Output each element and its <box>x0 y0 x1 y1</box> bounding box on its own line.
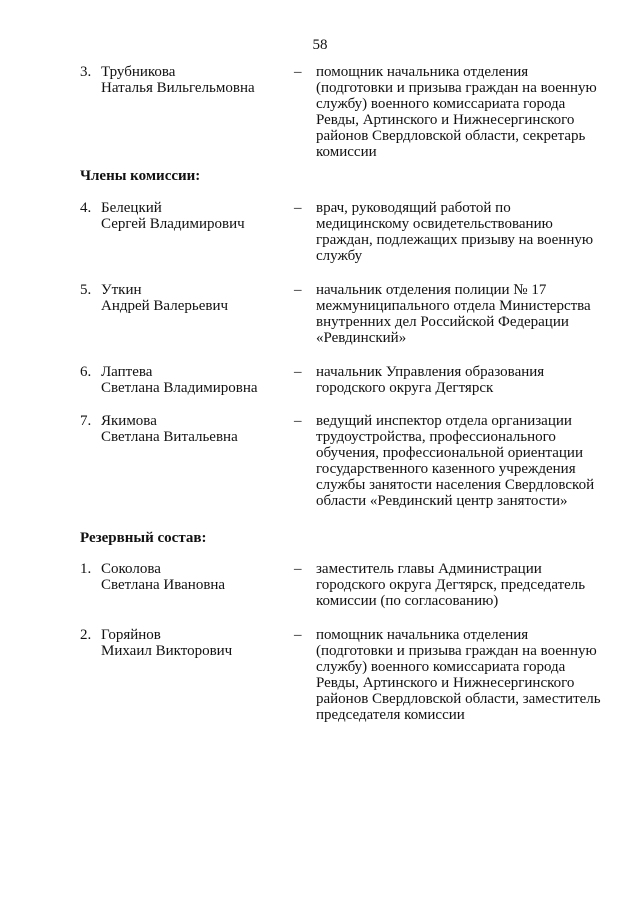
role-line: «Ревдинский» <box>316 330 407 346</box>
role-line: начальник отделения полиции № 17 <box>316 282 547 298</box>
role-line: комиссии (по согласованию) <box>316 593 499 609</box>
surname: Соколова <box>101 561 161 577</box>
member-name <box>101 413 291 445</box>
section-heading-reserve: Резервный состав: <box>80 530 207 546</box>
role-line: врач, руководящий работой по <box>316 200 511 216</box>
role-line: начальник Управления образования <box>316 364 545 380</box>
dash: – <box>294 561 302 577</box>
page-number: 58 <box>312 37 328 53</box>
member-role <box>316 364 610 396</box>
dash: – <box>294 200 302 216</box>
role-line: службу) военного комиссариата города <box>316 96 566 112</box>
role-line: помощник начальника отделения <box>316 627 529 643</box>
surname: Горяйнов <box>101 627 161 643</box>
role-line: государственного казенного учреждения <box>316 461 576 477</box>
dash: – <box>294 282 302 298</box>
role-line: помощник начальника отделения <box>316 64 529 80</box>
given-names: Светлана Витальевна <box>101 429 238 445</box>
surname: Белецкий <box>101 200 162 216</box>
entry-number: 4. <box>80 200 92 216</box>
member-name <box>101 364 291 396</box>
role-line: трудоустройства, профессионального <box>316 429 556 445</box>
dash: – <box>294 364 302 380</box>
entry-number: 6. <box>80 364 92 380</box>
entry-number: 1. <box>80 561 92 577</box>
role-line: (подготовки и призыва граждан на военную <box>316 80 597 96</box>
entry-number: 3. <box>80 64 92 80</box>
member-role <box>316 627 610 723</box>
dash: – <box>294 627 302 643</box>
role-line: заместитель главы Администрации <box>316 561 542 577</box>
member-role <box>316 64 610 160</box>
role-line: Ревды, Артинского и Нижнесергинского <box>316 112 575 128</box>
role-line: граждан, подлежащих призыву на военную <box>316 232 594 248</box>
role-line: службу) военного комиссариата города <box>316 659 566 675</box>
role-line: районов Свердловской области, секретарь <box>316 128 586 144</box>
member-name <box>101 282 291 314</box>
surname: Якимова <box>101 413 157 429</box>
role-line: Ревды, Артинского и Нижнесергинского <box>316 675 575 691</box>
surname: Уткин <box>101 282 142 298</box>
role-line: медицинскому освидетельствованию <box>316 216 553 232</box>
role-line: области «Ревдинский центр занятости» <box>316 493 568 509</box>
role-line: районов Свердловской области, заместитель <box>316 691 601 707</box>
given-names: Сергей Владимирович <box>101 216 245 232</box>
dash: – <box>294 413 302 429</box>
member-name <box>101 200 291 232</box>
role-line: председателя комиссии <box>316 707 465 723</box>
entry-number: 7. <box>80 413 92 429</box>
role-line: городского округа Дегтярск, председатель <box>316 577 586 593</box>
given-names: Светлана Владимировна <box>101 380 258 396</box>
given-names: Михаил Викторович <box>101 643 233 659</box>
entry-number: 2. <box>80 627 92 643</box>
member-name <box>101 627 291 659</box>
member-name <box>101 64 291 96</box>
member-role <box>316 413 610 509</box>
member-role <box>316 282 610 346</box>
member-role <box>316 561 610 609</box>
dash: – <box>294 64 302 80</box>
member-role <box>316 200 610 264</box>
role-line: межмуниципального отдела Министерства <box>316 298 591 314</box>
role-line: службы занятости населения Свердловской <box>316 477 595 493</box>
role-line: внутренних дел Российской Федерации <box>316 314 569 330</box>
given-names: Андрей Валерьевич <box>101 298 229 314</box>
surname: Трубникова <box>101 64 176 80</box>
role-line: (подготовки и призыва граждан на военную <box>316 643 597 659</box>
member-name <box>101 561 291 593</box>
surname: Лаптева <box>101 364 153 380</box>
entry-number: 5. <box>80 282 92 298</box>
given-names: Светлана Ивановна <box>101 577 226 593</box>
role-line: ведущий инспектор отдела организации <box>316 413 572 429</box>
given-names: Наталья Вильгельмовна <box>101 80 255 96</box>
section-heading-members: Члены комиссии: <box>80 168 201 184</box>
role-line: комиссии <box>316 144 377 160</box>
role-line: городского округа Дегтярск <box>316 380 494 396</box>
role-line: службу <box>316 248 363 264</box>
role-line: обучения, профессиональной ориентации <box>316 445 583 461</box>
